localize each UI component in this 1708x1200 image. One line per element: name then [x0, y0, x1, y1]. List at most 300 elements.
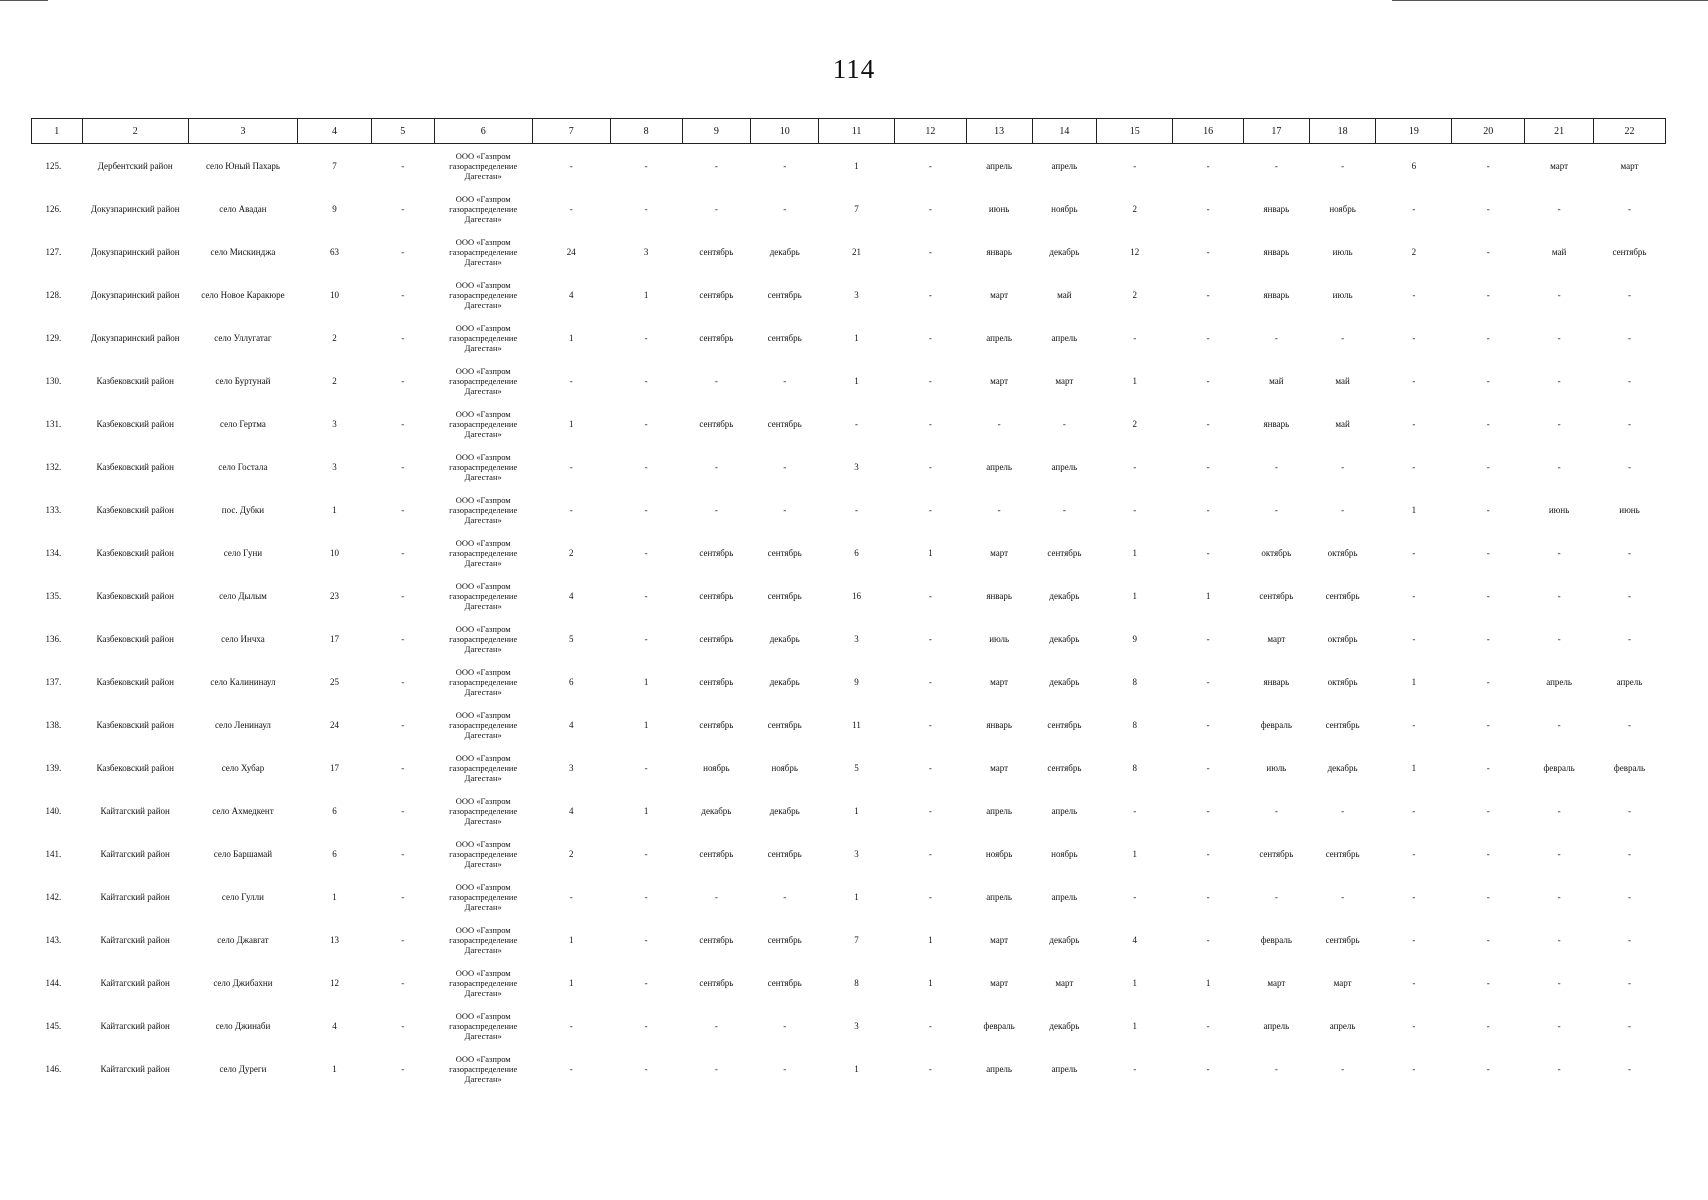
col-10-cell: сентябрь	[767, 332, 802, 343]
organization-cell: ООО «Газпром газораспределение Дагестан»	[449, 666, 518, 697]
col-5-cell: -	[401, 891, 405, 902]
col-16-cell: -	[1206, 160, 1210, 171]
col-5-cell: -	[401, 719, 405, 730]
col-20-cell: -	[1486, 160, 1490, 171]
table-row	[32, 230, 1666, 273]
col-15-cell: 1	[1132, 977, 1137, 988]
col-13-cell: апрель	[986, 332, 1013, 343]
col-19-cell: -	[1412, 805, 1416, 816]
col-18-cell: май	[1335, 418, 1350, 429]
organization-cell: ООО «Газпром газораспределение Дагестан»	[449, 150, 518, 181]
row-number-cell: 142.	[45, 891, 62, 902]
col-7-cell: 1	[568, 934, 574, 945]
col-5-cell: -	[401, 590, 405, 601]
row-number-cell: 143.	[45, 934, 62, 945]
col-14-cell: апрель	[1051, 805, 1078, 816]
col-20-cell: -	[1486, 246, 1490, 257]
col-21-cell: март	[1550, 160, 1569, 171]
col-5-cell: -	[401, 547, 405, 558]
col-12-cell: -	[928, 1063, 932, 1074]
col-13-cell: апрель	[986, 160, 1013, 171]
col-10-cell: сентябрь	[767, 289, 802, 300]
row-number-cell: 146.	[45, 1063, 62, 1074]
table-row	[32, 574, 1666, 617]
col-8-cell: -	[644, 1063, 648, 1074]
organization-cell: ООО «Газпром газораспределение Дагестан»	[449, 365, 518, 396]
col-14-cell: декабрь	[1049, 246, 1080, 257]
row-number-cell: 133.	[45, 504, 62, 515]
col-4-cell: 9	[332, 203, 337, 214]
column-header: 14	[1032, 119, 1097, 144]
col-12-cell: -	[928, 848, 932, 859]
column-header: 3	[188, 119, 297, 144]
col-13-cell: апрель	[986, 891, 1013, 902]
col-14-cell: декабрь	[1049, 633, 1080, 644]
col-7-cell: -	[569, 891, 573, 902]
col-19-cell: -	[1412, 461, 1416, 472]
column-header: 13	[966, 119, 1032, 144]
col-8-cell: -	[644, 203, 648, 214]
col-22-cell: март	[1620, 160, 1639, 171]
col-18-cell: июль	[1332, 289, 1353, 300]
organization-cell: ООО «Газпром газораспределение Дагестан»	[449, 236, 518, 267]
district-cell: Казбековский район	[96, 676, 174, 687]
col-4-cell: 24	[330, 719, 339, 730]
column-header: 20	[1452, 119, 1525, 144]
col-20-cell: -	[1486, 590, 1490, 601]
col-14-cell: апрель	[1051, 461, 1078, 472]
table-row	[32, 961, 1666, 1004]
col-4-cell: 4	[332, 1020, 337, 1031]
col-5-cell: -	[401, 977, 405, 988]
col-18-cell: -	[1341, 891, 1345, 902]
col-13-cell: апрель	[986, 1063, 1013, 1074]
col-16-cell: -	[1206, 332, 1210, 343]
row-number-cell: 137.	[45, 676, 62, 687]
col-14-cell: декабрь	[1049, 1020, 1080, 1031]
col-4-cell: 2	[332, 332, 337, 343]
district-cell: Казбековский район	[96, 762, 174, 773]
col-20-cell: -	[1486, 762, 1490, 773]
table-row	[32, 187, 1666, 230]
col-7-cell: 4	[568, 805, 574, 816]
settlement-cell: село Буртунай	[215, 375, 271, 386]
row-number-cell: 127.	[45, 246, 62, 257]
col-20-cell: -	[1486, 461, 1490, 472]
col-7-cell: -	[569, 1020, 573, 1031]
col-22-cell: апрель	[1616, 676, 1643, 687]
col-13-cell: -	[997, 504, 1001, 515]
col-15-cell: -	[1133, 332, 1137, 343]
settlement-cell: село Джинаби	[215, 1020, 271, 1031]
col-18-cell: март	[1333, 977, 1352, 988]
col-10-cell: сентябрь	[767, 848, 802, 859]
col-9-cell: сентябрь	[699, 289, 734, 300]
table-row	[32, 660, 1666, 703]
col-13-cell: июль	[989, 633, 1010, 644]
col-18-cell: октябрь	[1327, 547, 1358, 558]
col-13-cell: апрель	[986, 805, 1013, 816]
col-14-cell: апрель	[1051, 160, 1078, 171]
col-10-cell: сентябрь	[767, 547, 802, 558]
col-22-cell: -	[1628, 891, 1631, 902]
col-11-cell: 7	[854, 203, 859, 214]
col-15-cell: 2	[1132, 289, 1137, 300]
col-7-cell: 24	[566, 246, 576, 257]
column-header: 10	[751, 119, 819, 144]
col-19-cell: -	[1412, 934, 1416, 945]
col-11-cell: 3	[854, 1020, 859, 1031]
col-18-cell: -	[1341, 160, 1345, 171]
column-header: 5	[371, 119, 434, 144]
row-number-cell: 139.	[45, 762, 62, 773]
col-10-cell: сентябрь	[767, 418, 802, 429]
col-18-cell: декабрь	[1327, 762, 1358, 773]
table-row	[32, 875, 1666, 918]
table-row	[32, 746, 1666, 789]
col-17-cell: май	[1269, 375, 1284, 386]
col-8-cell: -	[644, 418, 648, 429]
col-12-cell: -	[928, 676, 932, 687]
col-5-cell: -	[401, 1020, 405, 1031]
col-8-cell: -	[644, 891, 648, 902]
col-7-cell: 4	[568, 590, 574, 601]
col-14-cell: сентябрь	[1047, 762, 1082, 773]
district-cell: Казбековский район	[96, 590, 174, 601]
row-number-cell: 128.	[45, 289, 62, 300]
col-18-cell: -	[1341, 805, 1345, 816]
col-20-cell: -	[1486, 676, 1490, 687]
col-17-cell: -	[1274, 332, 1278, 343]
col-8-cell: 3	[643, 246, 649, 257]
settlement-cell: село Дылым	[219, 590, 267, 601]
col-4-cell: 25	[330, 676, 339, 687]
col-13-cell: ноябрь	[985, 848, 1013, 859]
col-22-cell: -	[1628, 332, 1631, 343]
organization-cell: ООО «Газпром газораспределение Дагестан»	[449, 408, 518, 439]
table-row	[32, 703, 1666, 746]
district-cell: Докузпаринский район	[90, 246, 180, 257]
settlement-cell: село Гертма	[220, 418, 266, 429]
col-17-cell: февраль	[1260, 934, 1292, 945]
col-14-cell: декабрь	[1049, 590, 1080, 601]
district-cell: Докузпаринский район	[90, 203, 180, 214]
col-12-cell: -	[928, 633, 932, 644]
col-20-cell: -	[1486, 203, 1490, 214]
col-18-cell: май	[1335, 375, 1350, 386]
organization-cell: ООО «Газпром газораспределение Дагестан»	[449, 193, 518, 224]
column-header: 12	[894, 119, 966, 144]
organization-cell: ООО «Газпром газораспределение Дагестан»	[449, 967, 518, 998]
district-cell: Докузпаринский район	[90, 332, 180, 343]
col-4-cell: 63	[330, 246, 339, 257]
col-13-cell: март	[990, 762, 1009, 773]
col-7-cell: 1	[568, 977, 574, 988]
col-5-cell: -	[401, 418, 405, 429]
col-12-cell: -	[928, 246, 932, 257]
settlement-cell: село Ленинаул	[214, 719, 271, 730]
district-cell: Кайтагский район	[100, 848, 170, 859]
col-11-cell: 3	[854, 848, 859, 859]
col-4-cell: 10	[330, 547, 339, 558]
settlement-cell: село Гулли	[221, 891, 264, 902]
column-header: 17	[1243, 119, 1309, 144]
column-header: 2	[82, 119, 188, 144]
district-cell: Кайтагский район	[100, 891, 170, 902]
col-7-cell: 2	[568, 848, 574, 859]
col-17-cell: -	[1274, 891, 1278, 902]
table-body	[32, 144, 1666, 1091]
row-number-cell: 134.	[45, 547, 62, 558]
col-15-cell: -	[1133, 504, 1137, 515]
col-11-cell: 1	[854, 375, 859, 386]
col-21-cell: -	[1557, 461, 1561, 472]
col-9-cell: сентябрь	[699, 547, 734, 558]
district-cell: Казбековский район	[96, 461, 174, 472]
district-cell: Казбековский район	[96, 633, 174, 644]
organization-cell: ООО «Газпром газораспределение Дагестан»	[449, 494, 518, 525]
organization-cell: ООО «Газпром газораспределение Дагестан»	[449, 924, 518, 955]
col-22-cell: -	[1628, 375, 1631, 386]
col-12-cell: -	[928, 590, 932, 601]
col-21-cell: -	[1557, 1063, 1561, 1074]
col-21-cell: -	[1557, 977, 1561, 988]
col-20-cell: -	[1486, 1063, 1490, 1074]
col-4-cell: 13	[330, 934, 339, 945]
col-11-cell: -	[855, 504, 859, 515]
table-row	[32, 144, 1666, 188]
col-14-cell: -	[1062, 504, 1066, 515]
column-header: 15	[1097, 119, 1173, 144]
col-16-cell: -	[1206, 848, 1210, 859]
col-17-cell: февраль	[1260, 719, 1292, 730]
col-7-cell: 6	[568, 676, 574, 687]
col-18-cell: октябрь	[1327, 633, 1358, 644]
row-number-cell: 126.	[45, 203, 62, 214]
col-11-cell: -	[855, 418, 859, 429]
col-9-cell: сентябрь	[699, 332, 734, 343]
col-15-cell: -	[1133, 461, 1137, 472]
district-cell: Дербентский район	[97, 160, 173, 171]
settlement-cell: село Новое Каракюре	[201, 289, 285, 300]
col-15-cell: 1	[1132, 848, 1137, 859]
organization-cell: ООО «Газпром газораспределение Дагестан»	[449, 537, 518, 568]
col-19-cell: -	[1412, 719, 1416, 730]
col-13-cell: апрель	[986, 461, 1013, 472]
col-14-cell: апрель	[1051, 332, 1078, 343]
col-4-cell: 2	[332, 375, 337, 386]
col-13-cell: -	[997, 418, 1001, 429]
col-10-cell: сентябрь	[767, 719, 802, 730]
col-8-cell: 1	[643, 289, 649, 300]
col-18-cell: сентябрь	[1325, 934, 1360, 945]
col-7-cell: 4	[568, 719, 574, 730]
col-21-cell: февраль	[1543, 762, 1575, 773]
col-12-cell: -	[928, 332, 932, 343]
col-21-cell: -	[1557, 289, 1561, 300]
col-21-cell: -	[1557, 590, 1561, 601]
organization-cell: ООО «Газпром газораспределение Дагестан»	[449, 838, 518, 869]
col-5-cell: -	[401, 762, 405, 773]
organization-cell: ООО «Газпром газораспределение Дагестан»	[449, 623, 518, 654]
col-11-cell: 3	[854, 633, 859, 644]
table-row	[32, 617, 1666, 660]
col-11-cell: 9	[854, 676, 859, 687]
col-20-cell: -	[1486, 848, 1490, 859]
col-17-cell: -	[1274, 504, 1278, 515]
col-21-cell: -	[1557, 934, 1561, 945]
col-22-cell: -	[1628, 547, 1631, 558]
district-cell: Казбековский район	[96, 719, 174, 730]
organization-cell: ООО «Газпром газораспределение Дагестан»	[449, 752, 518, 783]
col-9-cell: -	[714, 1020, 718, 1031]
col-16-cell: -	[1206, 547, 1210, 558]
col-15-cell: 9	[1132, 633, 1137, 644]
col-21-cell: -	[1557, 848, 1561, 859]
col-8-cell: -	[644, 633, 648, 644]
col-22-cell: июнь	[1619, 504, 1640, 515]
col-21-cell: июнь	[1548, 504, 1570, 515]
organization-cell: ООО «Газпром газораспределение Дагестан»	[449, 279, 518, 310]
organization-cell: ООО «Газпром газораспределение Дагестан»	[449, 580, 518, 611]
col-5-cell: -	[401, 1063, 405, 1074]
col-15-cell: -	[1133, 805, 1137, 816]
col-19-cell: 2	[1411, 246, 1417, 257]
column-header: 19	[1376, 119, 1452, 144]
col-13-cell: февраль	[983, 1020, 1015, 1031]
col-16-cell: -	[1206, 375, 1210, 386]
row-number-cell: 131.	[45, 418, 62, 429]
row-number-cell: 145.	[45, 1020, 62, 1031]
table-row	[32, 445, 1666, 488]
col-4-cell: 1	[332, 504, 337, 515]
col-20-cell: -	[1486, 934, 1490, 945]
col-10-cell: -	[783, 375, 787, 386]
col-18-cell: октябрь	[1327, 676, 1358, 687]
col-4-cell: 17	[330, 762, 339, 773]
col-12-cell: -	[928, 289, 932, 300]
col-11-cell: 1	[854, 805, 859, 816]
organization-cell: ООО «Газпром газораспределение Дагестан»	[449, 881, 518, 912]
column-header: 7	[532, 119, 610, 144]
col-8-cell: -	[644, 590, 648, 601]
col-9-cell: сентябрь	[699, 719, 734, 730]
col-22-cell: -	[1628, 719, 1631, 730]
table-row	[32, 316, 1666, 359]
column-header: 1	[32, 119, 83, 144]
header-row	[32, 119, 1666, 144]
col-7-cell: -	[569, 160, 573, 171]
col-16-cell: -	[1206, 289, 1210, 300]
col-9-cell: -	[714, 891, 718, 902]
col-17-cell: апрель	[1263, 1020, 1290, 1031]
col-11-cell: 11	[852, 719, 861, 730]
col-21-cell: -	[1557, 332, 1561, 343]
column-header: 9	[682, 119, 751, 144]
settlement-cell: село Джибахни	[213, 977, 273, 988]
col-9-cell: -	[714, 1063, 718, 1074]
table-row	[32, 1004, 1666, 1047]
col-4-cell: 23	[330, 590, 339, 601]
col-13-cell: январь	[986, 719, 1012, 730]
column-header: 16	[1173, 119, 1244, 144]
col-19-cell: -	[1412, 289, 1416, 300]
col-4-cell: 6	[332, 848, 337, 859]
col-11-cell: 3	[854, 461, 859, 472]
col-7-cell: -	[569, 203, 573, 214]
col-14-cell: апрель	[1051, 1063, 1078, 1074]
settlement-cell: село Калининаул	[210, 676, 276, 687]
col-16-cell: -	[1206, 633, 1210, 644]
col-17-cell: -	[1274, 1063, 1278, 1074]
col-21-cell: -	[1557, 547, 1561, 558]
col-14-cell: декабрь	[1049, 676, 1080, 687]
row-number-cell: 140.	[45, 805, 62, 816]
col-19-cell: -	[1412, 418, 1416, 429]
col-17-cell: январь	[1263, 418, 1290, 429]
col-7-cell: 1	[568, 418, 574, 429]
col-9-cell: сентябрь	[699, 418, 734, 429]
col-19-cell: 1	[1411, 676, 1417, 687]
col-13-cell: январь	[986, 246, 1012, 257]
district-cell: Кайтагский район	[100, 805, 170, 816]
col-11-cell: 16	[852, 590, 862, 601]
col-21-cell: -	[1557, 203, 1561, 214]
col-15-cell: 2	[1132, 418, 1137, 429]
col-9-cell: сентябрь	[699, 676, 734, 687]
col-10-cell: -	[783, 504, 787, 515]
col-22-cell: -	[1628, 461, 1631, 472]
col-12-cell: -	[928, 203, 932, 214]
district-cell: Казбековский район	[96, 418, 174, 429]
col-16-cell: 1	[1205, 590, 1211, 601]
data-table	[31, 118, 1666, 1090]
col-13-cell: март	[990, 547, 1009, 558]
col-8-cell: -	[644, 762, 648, 773]
col-9-cell: сентябрь	[699, 977, 734, 988]
table-row	[32, 402, 1666, 445]
col-22-cell: -	[1628, 289, 1631, 300]
col-20-cell: -	[1486, 1020, 1490, 1031]
col-21-cell: -	[1557, 719, 1561, 730]
col-5-cell: -	[401, 461, 405, 472]
col-11-cell: 3	[854, 289, 859, 300]
col-7-cell: -	[569, 375, 573, 386]
col-17-cell: январь	[1263, 246, 1290, 257]
col-7-cell: -	[569, 1063, 573, 1074]
col-7-cell: 3	[568, 762, 574, 773]
col-19-cell: -	[1412, 375, 1416, 386]
col-22-cell: -	[1628, 633, 1631, 644]
col-5-cell: -	[401, 332, 405, 343]
col-15-cell: 1	[1132, 590, 1137, 601]
column-header: 6	[434, 119, 532, 144]
col-20-cell: -	[1486, 289, 1490, 300]
col-15-cell: -	[1133, 160, 1137, 171]
col-10-cell: -	[783, 1063, 787, 1074]
col-13-cell: март	[990, 934, 1009, 945]
col-13-cell: март	[990, 375, 1009, 386]
col-22-cell: -	[1628, 977, 1631, 988]
table-row	[32, 531, 1666, 574]
col-19-cell: -	[1412, 332, 1416, 343]
organization-cell: ООО «Газпром газораспределение Дагестан»	[449, 1010, 518, 1041]
col-11-cell: 1	[854, 332, 859, 343]
col-9-cell: сентябрь	[699, 848, 734, 859]
col-14-cell: сентябрь	[1047, 547, 1082, 558]
col-5-cell: -	[401, 633, 405, 644]
col-20-cell: -	[1486, 547, 1490, 558]
